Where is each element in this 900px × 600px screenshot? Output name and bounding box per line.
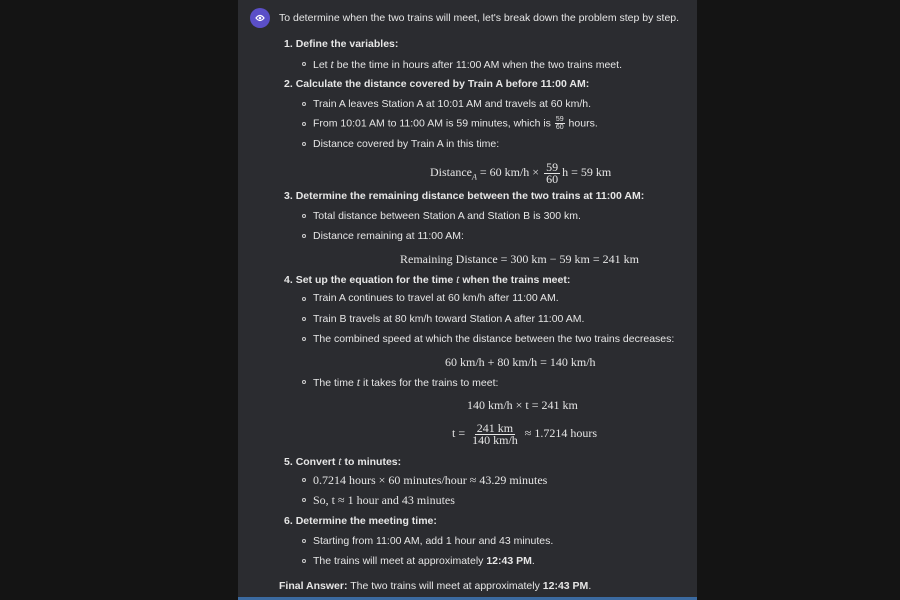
meeting-time: 12:43 PM <box>486 555 532 567</box>
bullet-icon <box>302 214 306 218</box>
eq-text: = 60 km/h × <box>476 165 543 179</box>
fraction-num: 241 km <box>476 420 514 435</box>
step-4-title: Set up the equation for the time <box>295 274 457 286</box>
bullet-icon <box>302 317 306 321</box>
step-6-title: Determine the meeting time: <box>295 515 437 527</box>
step-2-num: 2. <box>284 78 293 90</box>
var-t: t <box>330 57 334 71</box>
fraction <box>555 116 565 131</box>
step-4-equation-2: 140 km/h × t = 241 km <box>467 398 578 412</box>
bullet-icon <box>302 380 306 384</box>
step-4-equation-3 <box>452 420 597 446</box>
step-3-bullet-2: Distance remaining at 11:00 AM: <box>313 230 464 242</box>
step-6-bullet-2 <box>313 555 535 568</box>
step-2-bullet-3: Distance covered by Train A in this time: <box>313 138 500 150</box>
step-4-bullet-1: Train A continues to travel at 60 km/h after 11:00 AM. <box>313 292 559 304</box>
step-5-equation-2: So, t ≈ 1 hour and 43 minutes <box>313 493 455 507</box>
bullet-icon <box>302 539 306 543</box>
fraction-den: 60 <box>546 171 559 186</box>
assistant-avatar <box>250 8 270 28</box>
text-segment: it takes for the trains to meet: <box>360 377 499 389</box>
final-text: The two trains will meet at approximately <box>347 580 543 592</box>
bullet-icon <box>302 559 306 563</box>
text-segment: . <box>588 580 592 592</box>
step-3-num: 3. <box>284 190 293 202</box>
step-2-heading <box>284 78 589 91</box>
bullet-icon <box>302 478 306 482</box>
bullet-icon <box>302 102 306 106</box>
step-4-bullet-4 <box>313 376 498 390</box>
step-6-bullet-1: Starting from 11:00 AM, add 1 hour and 43 minutes. <box>313 535 554 547</box>
text-segment: . <box>531 555 535 567</box>
bullet-icon <box>302 122 306 126</box>
step-4-equation-1: 60 km/h + 80 km/h = 140 km/h <box>445 355 596 369</box>
step-1-bullet-1 <box>313 58 622 72</box>
step-2-title: Calculate the distance covered by Train A before 11:00 AM: <box>295 78 590 90</box>
step-6-num: 6. <box>284 515 293 527</box>
step-4-num: 4. <box>284 274 293 286</box>
eq-sub: A <box>471 172 477 182</box>
fraction-den: 140 km/h <box>472 432 518 447</box>
eq-text: ≈ 1.7214 hours <box>521 426 598 440</box>
step-4-bullet-3: The combined speed at which the distance between the two trains decreases: <box>313 333 675 345</box>
fraction-den: 60 <box>555 124 564 131</box>
step-1-heading <box>284 38 398 51</box>
step-1-title: Define the variables: <box>295 38 399 50</box>
step-4-heading <box>284 273 570 287</box>
text-segment: The time <box>313 377 357 389</box>
step-5-heading <box>284 455 401 469</box>
step-4-title: when the trains meet: <box>459 274 571 286</box>
final-label: Final Answer: <box>279 580 348 592</box>
eq-text: Distance <box>430 165 472 179</box>
step-4-bullet-2: Train B travels at 80 km/h toward Station A after 11:00 AM. <box>313 313 585 325</box>
bot-icon <box>254 12 266 24</box>
bullet-icon <box>302 234 306 238</box>
eq-text: h = 59 km <box>562 165 612 179</box>
final-answer <box>279 580 591 593</box>
var-t: t <box>356 375 361 389</box>
text-segment: Let <box>313 59 331 71</box>
step-3-heading <box>284 190 644 203</box>
step-2-equation <box>430 159 611 190</box>
fraction <box>470 420 520 447</box>
text-segment: be the time in hours after 11:00 AM when the two trains meet. <box>333 59 622 71</box>
fraction-num: 59 <box>546 159 559 174</box>
fraction <box>544 159 560 186</box>
text-segment: From 10:01 AM to 11:00 AM is 59 minutes, which is <box>313 117 554 130</box>
bullet-icon <box>302 337 306 341</box>
bullet-icon <box>302 498 306 502</box>
fraction-num: 59 <box>555 116 564 123</box>
step-5-title: Convert <box>295 456 339 468</box>
var-t: t <box>338 454 342 468</box>
step-5-num: 5. <box>284 456 293 468</box>
text-segment: The trains will meet at approximately <box>313 555 487 567</box>
var-t: t <box>456 272 460 286</box>
bullet-icon <box>302 297 306 301</box>
step-3-title: Determine the remaining distance between the two trains at 11:00 AM: <box>295 190 645 202</box>
step-3-equation: Remaining Distance = 300 km − 59 km = 241 km <box>400 252 639 266</box>
step-3-bullet-1: Total distance between Station A and Station B is 300 km. <box>313 210 581 222</box>
final-time: 12:43 PM <box>542 580 589 592</box>
step-5-equation-1: 0.7214 hours × 60 minutes/hour ≈ 43.29 minutes <box>313 473 548 487</box>
bullet-icon <box>302 62 306 66</box>
step-2-bullet-2 <box>313 116 598 131</box>
intro-text: To determine when the two trains will meet, let's break down the problem step by step. <box>279 12 680 24</box>
step-2-bullet-1: Train A leaves Station A at 10:01 AM and travels at 60 km/h. <box>313 98 592 110</box>
bullet-icon <box>302 142 306 146</box>
eq-text: t = <box>452 426 469 440</box>
step-5-title: to minutes: <box>341 456 402 468</box>
step-1-num: 1. <box>284 38 293 50</box>
text-segment: hours. <box>565 117 598 130</box>
step-6-heading <box>284 515 437 528</box>
